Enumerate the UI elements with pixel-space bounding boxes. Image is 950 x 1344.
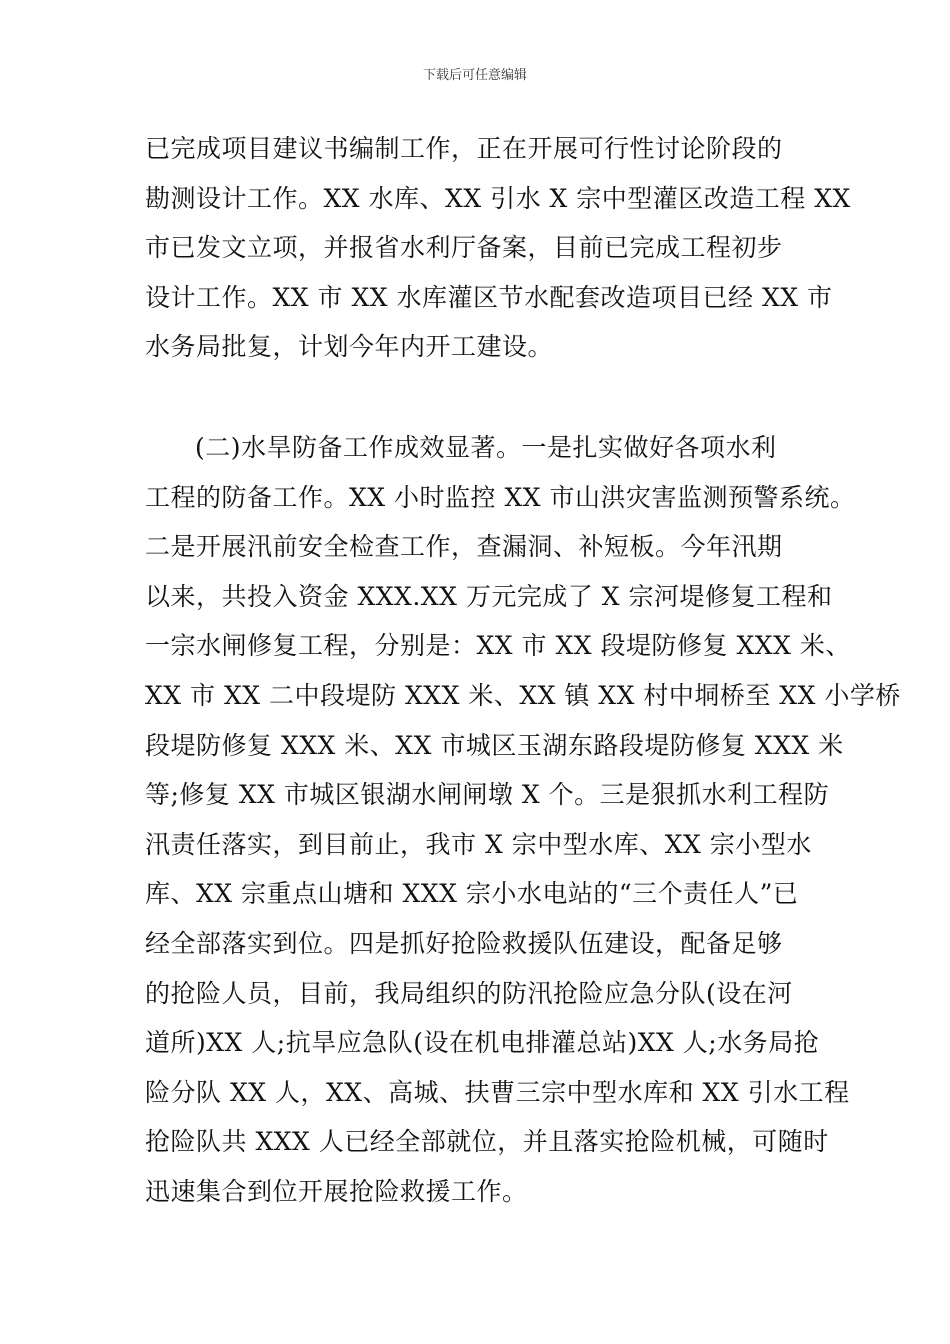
text-line: 水务局批复，计划今年内开工建设。 xyxy=(145,332,554,362)
text-line: 汛责任落实，到目前止，我市 X 宗中型水库、XX 宗小型水 xyxy=(145,829,812,859)
text-line: 道所)XX 人;抗旱应急队(设在机电排灌总站)XX 人;水务局抢 xyxy=(145,1028,820,1058)
text-line: 段堤防修复 XXX 米、XX 市城区玉湖东路段堤防修复 XXX 米 xyxy=(145,730,844,760)
text-line: 险分队 XX 人，XX、高城、扶曹三宗中型水库和 XX 引水工程 xyxy=(145,1077,850,1107)
page-header: 下载后可任意编辑 xyxy=(422,68,527,83)
text-line: 工程的防备工作。XX 小时监控 XX 市山洪灾害监测预警系统。 xyxy=(145,482,856,512)
text-line: 等;修复 XX 市城区银湖水闸闸墩 X 个。三是狠抓水利工程防 xyxy=(145,780,830,810)
text-line: 市已发文立项，并报省水利厅备案，目前已完成工程初步 xyxy=(145,233,783,263)
text-line: 设计工作。XX 市 XX 水库灌区节水配套改造项目已经 XX 市 xyxy=(145,282,833,312)
text-line: (二)水旱防备工作成效显著。一是扎实做好各项水利 xyxy=(195,433,777,462)
text-line: 以来，共投入资金 XXX.XX 万元完成了 X 宗河堤修复工程和 xyxy=(145,581,833,611)
text-line: 勘测设计工作。XX 水库、XX 引水 X 宗中型灌区改造工程 XX xyxy=(145,183,851,213)
text-line: 的抢险人员，目前，我局组织的防汛抢险应急分队(设在河 xyxy=(145,978,793,1008)
text-line: 已完成项目建议书编制工作，正在开展可行性讨论阶段的 xyxy=(145,134,783,163)
paragraph-1 xyxy=(145,124,851,372)
text-line: 经全部落实到位。四是抓好抢险救援队伍建设，配备足够 xyxy=(145,928,783,958)
text-line: 二是开展汛前安全检查工作，查漏洞、补短板。今年汛期 xyxy=(145,532,783,562)
text-line: XX 市 XX 二中段堤防 XXX 米、XX 镇 XX 村中垌桥至 XX 小学桥 xyxy=(145,680,901,710)
text-line: 一宗水闸修复工程，分别是：XX 市 XX 段堤防修复 XXX 米、 xyxy=(145,631,851,661)
text-line: 库、XX 宗重点山塘和 XXX 宗小水电站的“三个责任人”已 xyxy=(145,879,799,909)
text-line: 迅速集合到位开展抢险救援工作。 xyxy=(145,1176,528,1206)
paragraph-2 xyxy=(145,423,901,1217)
text-line: 抢险队共 XXX 人已经全部就位，并且落实抢险机械，可随时 xyxy=(145,1127,829,1157)
